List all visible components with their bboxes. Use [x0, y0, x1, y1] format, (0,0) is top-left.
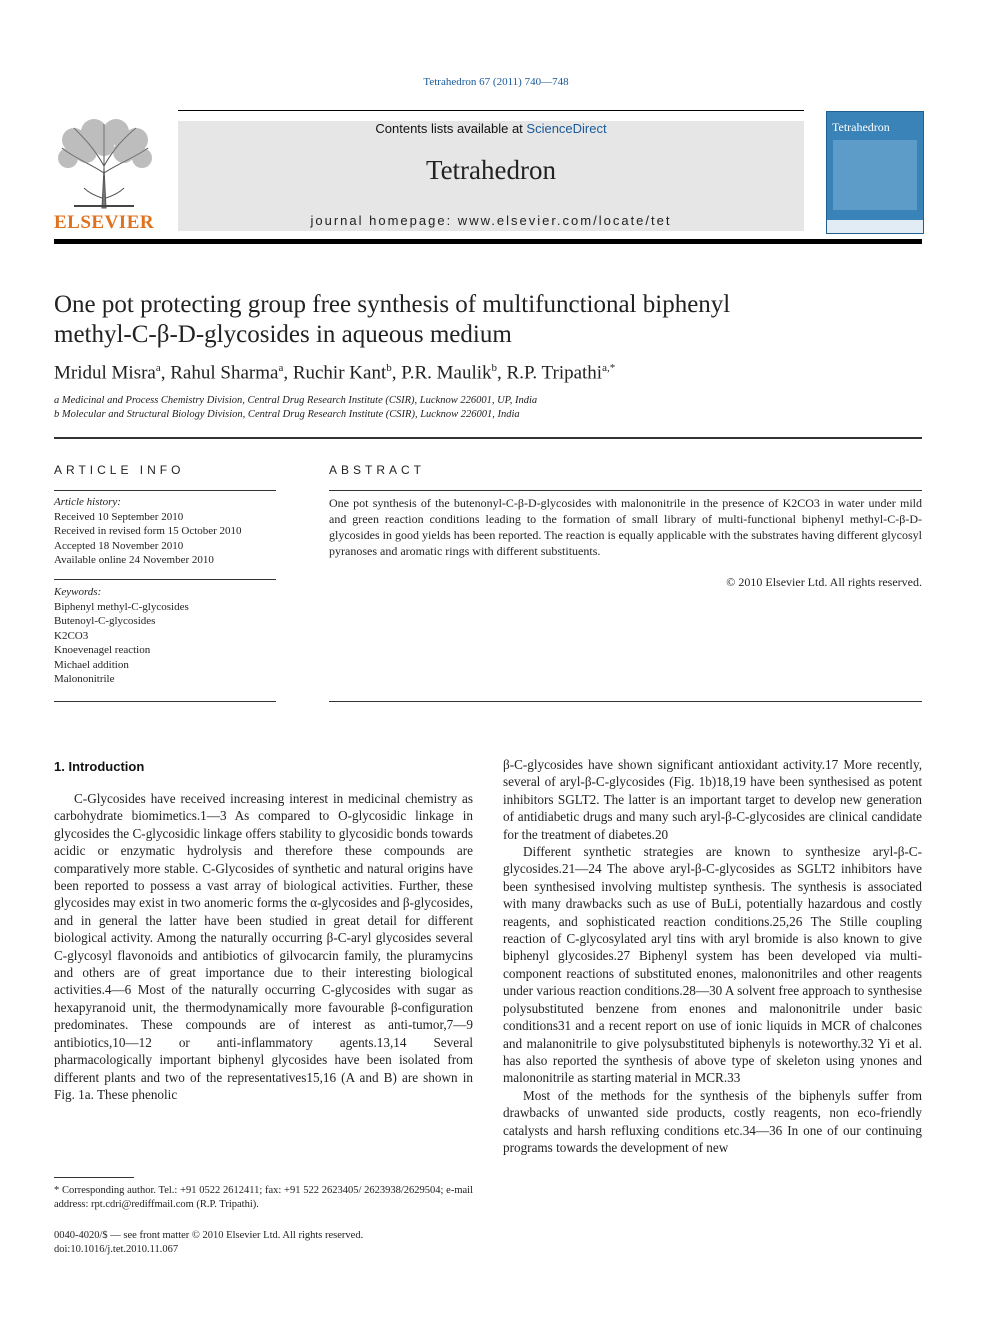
affiliation-a: a Medicinal and Process Chemistry Division, Central Drug Research Institute (CSIR), Lucknow 226001, UP, India [54, 395, 538, 406]
abstract-rule [329, 490, 922, 491]
keywords-rule [54, 579, 276, 580]
title-line-2: methyl-C-β-D-glycosides in aqueous medium [54, 321, 512, 348]
author-affil-mark: a [155, 362, 161, 374]
keyword: Knoevenagel reaction [54, 644, 151, 656]
history-item: Received in revised form 15 October 2010 [54, 525, 242, 537]
author-affil-mark: b [491, 362, 498, 374]
info-bottom-rule [54, 701, 276, 702]
keywords [54, 585, 276, 687]
history-item: Received 10 September 2010 [54, 510, 184, 523]
author-affil-mark: b [386, 362, 392, 374]
journal-homepage[interactable]: journal homepage: www.elsevier.com/locate/tet [310, 213, 672, 228]
article-info-heading: ARTICLE INFO [54, 463, 185, 477]
cover-title: Tetrahedron [832, 120, 890, 134]
front-matter-line: 0040-4020/$ — see front matter © 2010 Elsevier Ltd. All rights reserved. [54, 1230, 364, 1241]
keyword: Malononitrile [54, 673, 115, 685]
abstract-text: One pot synthesis of the butenonyl-C-β-D-glycosides with malononitrile in the presence of K2CO3 in water under mild and green reaction conditions leading to the formation of small library of multi-functional biphenyl methyl-C-β-D-glycosides in good yields has been reported. The reaction is equally applicable with the substrates having different glycosyl pyranoses and aromatic rings with different substituents. [329, 496, 922, 558]
article-history [54, 495, 276, 568]
author-name[interactable]: Ruchir Kant [292, 362, 387, 384]
abstract-bottom-rule [329, 701, 922, 702]
body-column-left [54, 790, 473, 1103]
keyword: K2CO3 [54, 629, 89, 642]
footnote-rule [54, 1177, 134, 1178]
author-name[interactable]: Mridul Misra [54, 362, 156, 384]
history-item: Accepted 18 November 2010 [54, 539, 184, 552]
sciencedirect-link[interactable]: ScienceDirect [526, 121, 607, 136]
affiliation-b: b Molecular and Structural Biology Division, Central Drug Research Institute (CSIR), Lucknow 226001, India [54, 409, 520, 420]
contents-prefix: Contents lists available at [375, 121, 527, 136]
author-affil-mark: a,* [602, 362, 616, 374]
body-column-right [503, 756, 922, 1156]
section-rule [54, 437, 922, 439]
doi-link[interactable]: doi:10.1016/j.tet.2010.11.067 [54, 1244, 179, 1255]
contents-line [178, 121, 804, 136]
keywords-label: Keywords: [54, 586, 102, 598]
keyword: Michael addition [54, 658, 129, 671]
journal-citation[interactable]: Tetrahedron 67 (2011) 740—748 [423, 76, 569, 88]
article-title [54, 290, 922, 350]
author-name[interactable]: R.P. Tripathi [506, 362, 603, 384]
abstract-copyright: © 2010 Elsevier Ltd. All rights reserved. [726, 575, 922, 589]
header-rule [178, 110, 804, 111]
author-name[interactable]: P.R. Maulik [401, 362, 492, 384]
keyword: Butenoyl-C-glycosides [54, 615, 156, 627]
title-line-1: One pot protecting group free synthesis of multifunctional biphenyl [54, 291, 731, 318]
body-paragraph: Different synthetic strategies are known to synthesize aryl-β-C-glycosides.21—24 The above aryl-β-C-glycosides as SGLT2 inhibitors have been synthesised involving multistep synthesis. The synthesis is associated with many drawbacks such as use of BuLi, potentially hazardous and costly reagents, and sophisticated reaction conditions.25,26 The Stille coupling reaction of C-glycosylated aryl tins with aryl bromide is also known to give biphenyl glycosides.27 Biphenyl system has been developed via multi-component reactions of substituted enones, malononitriles and other reagents under various reaction conditions.28—30 A solvent free approach to synthesise polysubstituted benzene from enones and malononitrile under basic conditions31 and a recent report on use of ionic liquids in MCR of chalcones and malanonitrile to give polysubstituted biphenyls is noteworthy.32 Yi et al. has also reported the synthesis of above type of skeleton using ynones and malononitrile as starting material in MCR.33 [503, 844, 922, 1086]
corresponding-author-footnote: * Corresponding author. Tel.: +91 0522 2612411; fax: +91 522 2623405/ 2623938/2629504; e-mail address: rpt.cdri@rediffmail.com (R.P. Tripathi). [54, 1185, 473, 1210]
section-heading-introduction: 1. Introduction [54, 759, 145, 774]
history-label: Article history: [54, 496, 121, 508]
keyword: Biphenyl methyl-C-glycosides [54, 600, 189, 613]
body-paragraph: Most of the methods for the synthesis of the biphenyls suffer from drawbacks of unwanted side products, costly reagents, non eco-friendly catalysts and harsh refluxing conditions etc.34—36 In one of our continuing programs towards the development of new [503, 1087, 922, 1155]
body-paragraph: C-Glycosides have received increasing interest in medicinal chemistry as carbohydrate biomimetics.1—3 As compared to O-glycosidic linkage in glycosides the C-glycosidic linkage offers stability to glycosidic bonds towards acidic or enzymatic hydrolysis and therefore these compounds are comparatively more stable. C-Glycosides of synthetic and natural origins have been reported to possess a vast array of biological activities. Further, these glycosides may exist in two anomeric forms the α-glycosides and β-glycosides, and in general the latter have been studied in great detail for different biological activity. Among the naturally occurring β-C-aryl glycosides several C-glycosyl flavonoids and antibiotics of gilvocarcin family, the pluramycins and others are of great importance due to their interesting biological activities.4—6 Most of the naturally occurring C-glycosides with sugar as hexapyranoid unit, the thermodynamically more favourable β-configuration predominates. These compounds are of interest as anti-tumor,7—9 antibiotics,10—12 or anti-inflammatory agents.13,14 Several pharmacologically important biphenyl glycosides have been isolated from different plants and two of the representatives15,16 (A and B) are shown in Fig. 1a. These phenolic [54, 791, 473, 1102]
author-list: Mridul Misra$^a$, Rahul Sharma$^a$, Ruchir Kant$^b$, P.R. Maulik$^b$, R.P. Tripathi$^{a,*}$ [54, 362, 616, 384]
body-paragraph: β-C-glycosides have shown significant antioxidant activity.17 More recently, several of aryl-β-C-glycosides (Fig. 1b)18,19 have been synthesised as potent inhibitors SGLT2. The latter is an important target to develop new generation of antidiabetic drugs and many such aryl-β-C-glycosides are clinical candidate for the treatment of diabetes.20 [503, 757, 922, 842]
abstract-heading: ABSTRACT [329, 463, 426, 477]
elsevier-wordmark: ELSEVIER [54, 212, 155, 233]
journal-name: Tetrahedron [425, 155, 557, 185]
author-affil-mark: a [278, 362, 284, 374]
article-info-rule [54, 490, 276, 491]
author-name[interactable]: Rahul Sharma [170, 362, 279, 384]
header-thick-rule [54, 239, 922, 244]
history-item: Available online 24 November 2010 [54, 554, 214, 566]
